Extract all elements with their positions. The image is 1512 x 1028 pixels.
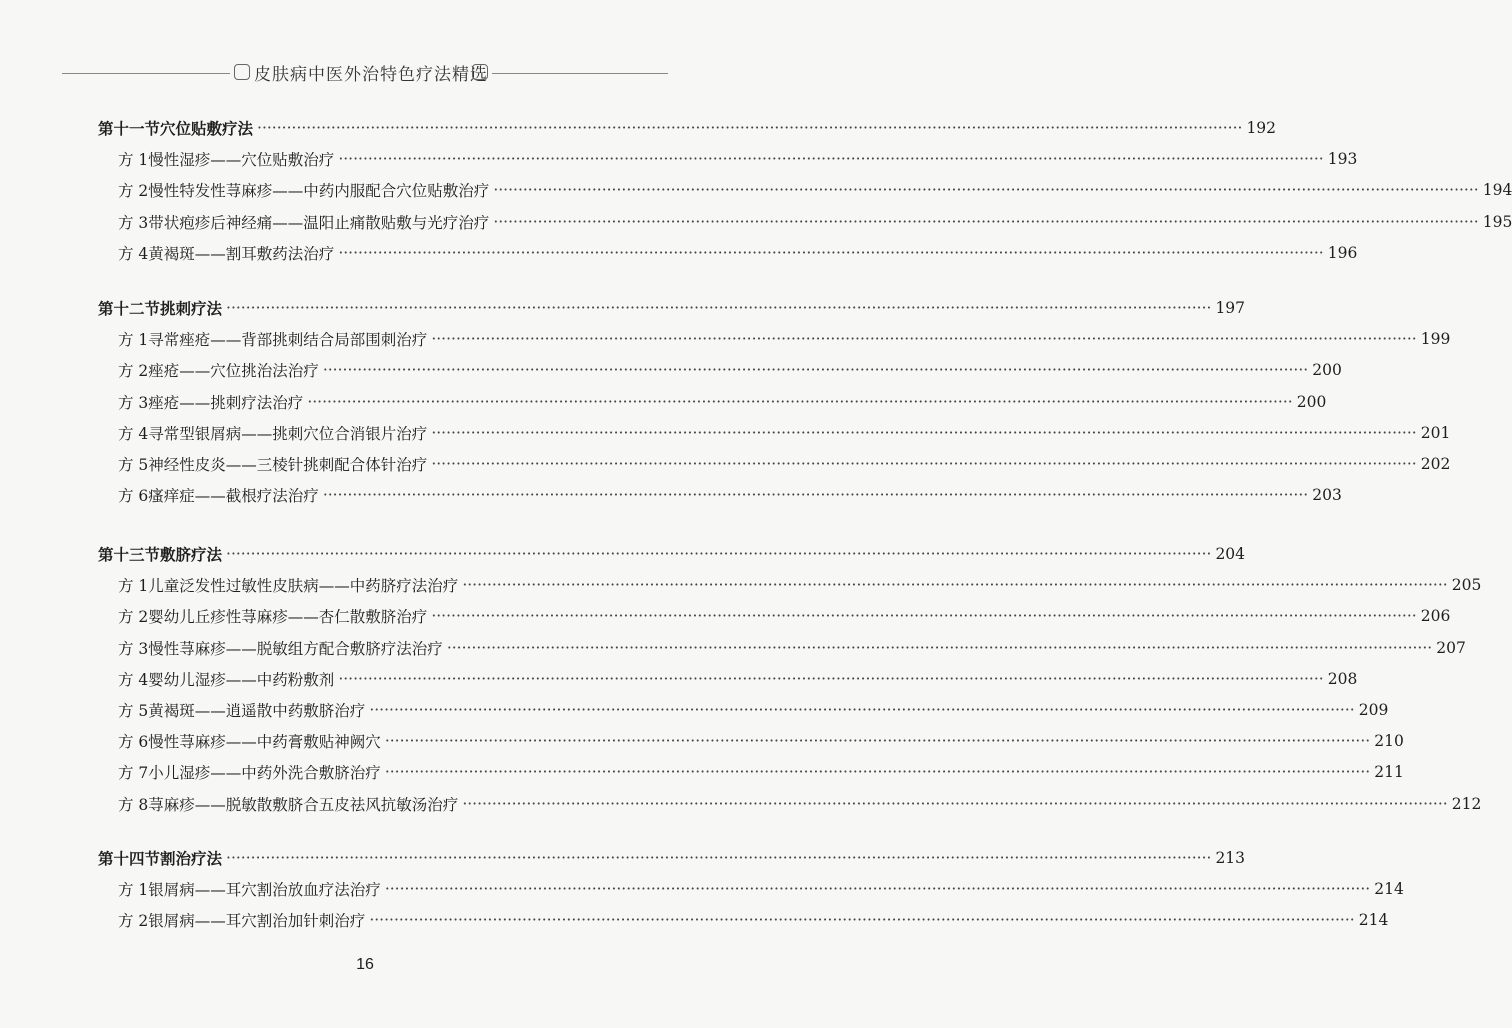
section-number: 第十四节 bbox=[98, 849, 161, 868]
entry-number: 方 1 bbox=[118, 331, 149, 350]
toc-entry[interactable] bbox=[118, 570, 1482, 600]
header-title: 皮肤病中医外治特色疗法精选 bbox=[254, 65, 488, 85]
section-title: 穴位贴敷疗法 bbox=[160, 119, 254, 138]
page-ref: 196 bbox=[1327, 243, 1358, 262]
entry-title: 黄褐斑——逍遥散中药敷脐治疗 bbox=[148, 702, 366, 720]
entry-title: 黄褐斑——割耳敷药法治疗 bbox=[148, 244, 335, 263]
leader-dots: ········································································································································································································ bbox=[462, 576, 1448, 595]
leader-dots: ········································································································································································································ bbox=[257, 119, 1243, 137]
toc-entry[interactable] bbox=[118, 695, 1389, 725]
toc-entry[interactable] bbox=[118, 324, 1451, 354]
page-ref: 204 bbox=[1215, 545, 1246, 563]
page-ref: 214 bbox=[1358, 911, 1389, 930]
page-ref: 205 bbox=[1451, 576, 1482, 595]
entry-title: 寻常痤疮——背部挑刺结合局部围刺治疗 bbox=[148, 331, 428, 350]
toc-section-heading[interactable] bbox=[98, 843, 1246, 873]
leader-dots: ········································································································································································································ bbox=[322, 486, 1309, 505]
entry-title: 神经性皮炎——三棱针挑刺配合体针治疗 bbox=[148, 456, 428, 474]
toc-entry[interactable] bbox=[118, 144, 1358, 174]
entry-number: 方 7 bbox=[118, 764, 149, 783]
page-ref: 200 bbox=[1312, 361, 1342, 380]
entry-number: 方 4 bbox=[118, 424, 149, 443]
leader-dots: ········································································································································································································ bbox=[431, 455, 1417, 473]
entry-number: 方 2 bbox=[118, 608, 149, 627]
entry-title: 痤疮——挑刺疗法治疗 bbox=[148, 393, 304, 412]
leader-dots: ········································································································································································································ bbox=[307, 392, 1293, 411]
entry-title: 瘙痒症——截根疗法治疗 bbox=[148, 487, 319, 506]
entry-number: 方 2 bbox=[118, 182, 149, 201]
leader-dots: ········································································································································································································ bbox=[384, 763, 1371, 782]
section-number: 第十三节 bbox=[98, 545, 161, 564]
entry-title: 小儿湿疹——中药外洗合敷脐治疗 bbox=[148, 764, 381, 783]
entry-number: 方 1 bbox=[118, 151, 149, 170]
page-ref: 192 bbox=[1246, 119, 1277, 137]
entry-title: 银屑病——耳穴割治放血疗法治疗 bbox=[148, 881, 381, 900]
entry-title: 痤疮——穴位挑治法治疗 bbox=[148, 362, 319, 381]
toc-entry[interactable] bbox=[118, 238, 1358, 268]
header-rule-left bbox=[62, 73, 230, 74]
leader-dots: ········································································································································································································ bbox=[226, 299, 1212, 317]
page-number: 16 bbox=[356, 956, 374, 973]
entry-number: 方 1 bbox=[118, 577, 149, 596]
toc-entry[interactable] bbox=[118, 601, 1451, 631]
entry-number: 方 4 bbox=[118, 244, 149, 263]
entry-number: 方 1 bbox=[118, 881, 149, 900]
page-ref: 199 bbox=[1420, 330, 1451, 349]
toc-entry[interactable] bbox=[118, 175, 1512, 205]
entry-title: 寻常型银屑病——挑刺穴位合消银片治疗 bbox=[148, 424, 428, 443]
entry-number: 方 3 bbox=[118, 393, 149, 412]
toc-section-heading[interactable] bbox=[98, 113, 1277, 143]
leader-dots: ········································································································································································································ bbox=[462, 794, 1448, 813]
leader-dots: ········································································································································································································ bbox=[431, 607, 1417, 626]
leader-dots: ········································································································································································································ bbox=[446, 638, 1433, 657]
running-header bbox=[0, 52, 730, 96]
entry-number: 方 4 bbox=[118, 670, 149, 689]
leader-dots: ········································································································································································································ bbox=[431, 423, 1417, 442]
page-ref: 203 bbox=[1312, 486, 1342, 505]
toc-entry[interactable] bbox=[118, 874, 1404, 904]
leader-dots: ········································································································································································································ bbox=[493, 212, 1479, 231]
entry-title: 银屑病——耳穴割治加针刺治疗 bbox=[148, 912, 366, 931]
page-ref: 213 bbox=[1215, 849, 1246, 867]
toc-entry[interactable] bbox=[118, 207, 1512, 237]
header-ornament-right-icon bbox=[472, 64, 488, 80]
page-ref: 200 bbox=[1296, 392, 1327, 411]
toc-entry[interactable] bbox=[118, 726, 1404, 756]
leader-dots: ········································································································································································································ bbox=[338, 150, 1324, 169]
entry-title: 婴幼儿丘疹性荨麻疹——杏仁散敷脐治疗 bbox=[148, 608, 428, 627]
leader-dots: ········································································································································································································ bbox=[322, 361, 1309, 380]
toc-section-heading[interactable] bbox=[98, 293, 1246, 323]
leader-dots: ········································································································································································································ bbox=[226, 849, 1212, 867]
page-ref: 214 bbox=[1374, 880, 1404, 899]
toc-entry[interactable] bbox=[118, 418, 1451, 448]
toc-entry[interactable] bbox=[118, 355, 1342, 385]
toc-entry[interactable] bbox=[118, 905, 1389, 935]
page-ref: 212 bbox=[1451, 794, 1482, 813]
toc-entry[interactable] bbox=[118, 757, 1404, 787]
entry-number: 方 6 bbox=[118, 733, 149, 752]
entry-title: 儿童泛发性过敏性皮肤病——中药脐疗法治疗 bbox=[148, 577, 459, 596]
page-ref: 208 bbox=[1327, 669, 1358, 688]
toc-section-heading[interactable] bbox=[98, 539, 1246, 569]
page-ref: 209 bbox=[1358, 701, 1389, 719]
entry-number: 方 5 bbox=[118, 702, 149, 720]
entry-title: 慢性荨麻疹——脱敏组方配合敷脐疗法治疗 bbox=[148, 639, 443, 658]
page-ref: 207 bbox=[1436, 638, 1466, 657]
entry-number: 方 8 bbox=[118, 795, 149, 814]
section-title: 敷脐疗法 bbox=[160, 545, 223, 564]
page-ref: 202 bbox=[1420, 455, 1451, 473]
leader-dots: ········································································································································································································ bbox=[493, 181, 1479, 200]
page-ref: 206 bbox=[1420, 607, 1451, 626]
page-ref: 197 bbox=[1215, 299, 1246, 317]
toc-entry[interactable] bbox=[118, 449, 1451, 479]
toc-entry[interactable] bbox=[118, 480, 1342, 510]
section-number: 第十二节 bbox=[98, 299, 161, 318]
entry-number: 方 2 bbox=[118, 362, 149, 381]
entry-title: 慢性湿疹——穴位贴敷治疗 bbox=[148, 151, 335, 170]
entry-number: 方 3 bbox=[118, 639, 149, 658]
leader-dots: ········································································································································································································ bbox=[384, 880, 1371, 899]
header-ornament-left-icon bbox=[234, 64, 250, 80]
page-ref: 201 bbox=[1420, 423, 1451, 442]
leader-dots: ········································································································································································································ bbox=[431, 330, 1417, 349]
page-ref: 210 bbox=[1374, 732, 1404, 751]
toc-entry[interactable] bbox=[118, 664, 1358, 694]
page-ref: 211 bbox=[1374, 763, 1404, 782]
section-title: 挑刺疗法 bbox=[160, 299, 223, 318]
page-ref: 193 bbox=[1327, 150, 1358, 169]
leader-dots: ········································································································································································································ bbox=[226, 545, 1212, 563]
leader-dots: ········································································································································································································ bbox=[369, 911, 1355, 930]
toc-entry[interactable] bbox=[118, 789, 1482, 819]
leader-dots: ········································································································································································································ bbox=[338, 669, 1324, 688]
toc-entry[interactable] bbox=[118, 387, 1327, 417]
entry-number: 方 2 bbox=[118, 912, 149, 931]
entry-number: 方 5 bbox=[118, 456, 149, 474]
page-ref: 194 bbox=[1482, 181, 1512, 200]
entry-number: 方 6 bbox=[118, 487, 149, 506]
section-number: 第十一节 bbox=[98, 119, 161, 138]
header-rule-right bbox=[492, 73, 668, 74]
leader-dots: ········································································································································································································ bbox=[369, 701, 1355, 719]
entry-title: 慢性荨麻疹——中药膏敷贴神阙穴 bbox=[148, 733, 381, 752]
entry-title: 婴幼儿湿疹——中药粉敷剂 bbox=[148, 670, 335, 689]
entry-title: 荨麻疹——脱敏散敷脐合五皮祛风抗敏汤治疗 bbox=[148, 795, 459, 814]
toc-entry[interactable] bbox=[118, 633, 1466, 663]
section-title: 割治疗法 bbox=[160, 849, 223, 868]
entry-title: 慢性特发性荨麻疹——中药内服配合穴位贴敷治疗 bbox=[148, 182, 490, 201]
page-ref: 195 bbox=[1482, 212, 1512, 231]
entry-number: 方 3 bbox=[118, 213, 149, 232]
leader-dots: ········································································································································································································ bbox=[384, 732, 1371, 751]
leader-dots: ········································································································································································································ bbox=[338, 243, 1324, 262]
entry-title: 带状疱疹后神经痛——温阳止痛散贴敷与光疗治疗 bbox=[148, 213, 490, 232]
